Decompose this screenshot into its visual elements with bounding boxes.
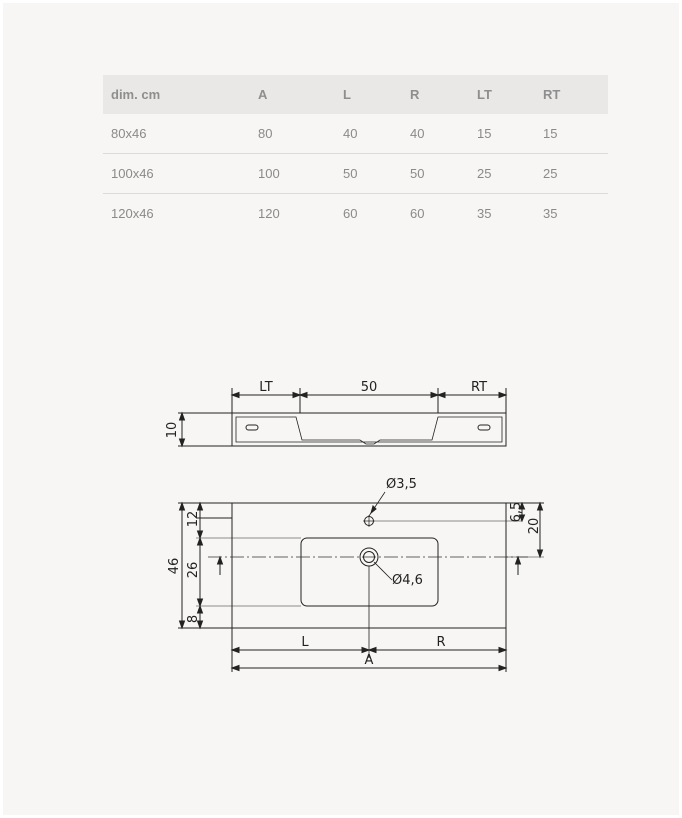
cell-l: 50 <box>343 154 410 194</box>
cell-lt: 25 <box>477 154 543 194</box>
cell-l: 60 <box>343 206 358 221</box>
cell-dim: 100x46 <box>103 154 258 194</box>
header-dim: dim. cm <box>111 87 161 102</box>
cell-r: 50 <box>410 154 477 194</box>
label-50: 50 <box>360 380 378 395</box>
cell-r: 40 <box>410 114 477 154</box>
cell-lt: 35 <box>477 206 492 221</box>
label-tap-offset: 6,5 <box>509 501 524 523</box>
header-a: A <box>258 87 268 102</box>
label-l: L <box>301 635 309 650</box>
cell-l: 40 <box>343 114 410 154</box>
cell-lt: 15 <box>477 114 543 154</box>
label-lt: LT <box>259 380 273 395</box>
top-view <box>178 492 544 672</box>
cell-dim: 80x46 <box>103 114 258 154</box>
side-slot-right <box>478 425 490 430</box>
label-side-height: 10 <box>165 421 180 439</box>
header-lt: LT <box>477 87 492 102</box>
label-a: A <box>364 653 374 668</box>
label-tap-hole: Ø3,5 <box>386 477 417 492</box>
cell-a: 120 <box>258 206 280 221</box>
cell-r: 60 <box>410 206 425 221</box>
cell-rt: 35 <box>543 206 558 221</box>
cell-rt: 25 <box>543 154 608 194</box>
label-drain: Ø4,6 <box>392 573 423 588</box>
header-r: R <box>410 87 420 102</box>
header-l: L <box>343 87 351 102</box>
cell-a: 80 <box>258 114 343 154</box>
label-rt: RT <box>470 380 488 395</box>
label-bowl-depth: 26 <box>186 561 201 579</box>
cell-rt: 15 <box>543 114 608 154</box>
label-depth: 46 <box>167 557 182 575</box>
basin-profile <box>232 413 506 446</box>
label-right-depth: 20 <box>527 517 542 535</box>
header-rt: RT <box>543 87 561 102</box>
label-top-margin: 12 <box>186 510 201 528</box>
label-r: R <box>436 635 446 650</box>
side-slot-left <box>246 425 258 430</box>
label-bottom-margin: 8 <box>186 614 201 624</box>
side-view <box>178 388 506 446</box>
cell-dim: 120x46 <box>111 206 154 221</box>
cell-a: 100 <box>258 154 343 194</box>
